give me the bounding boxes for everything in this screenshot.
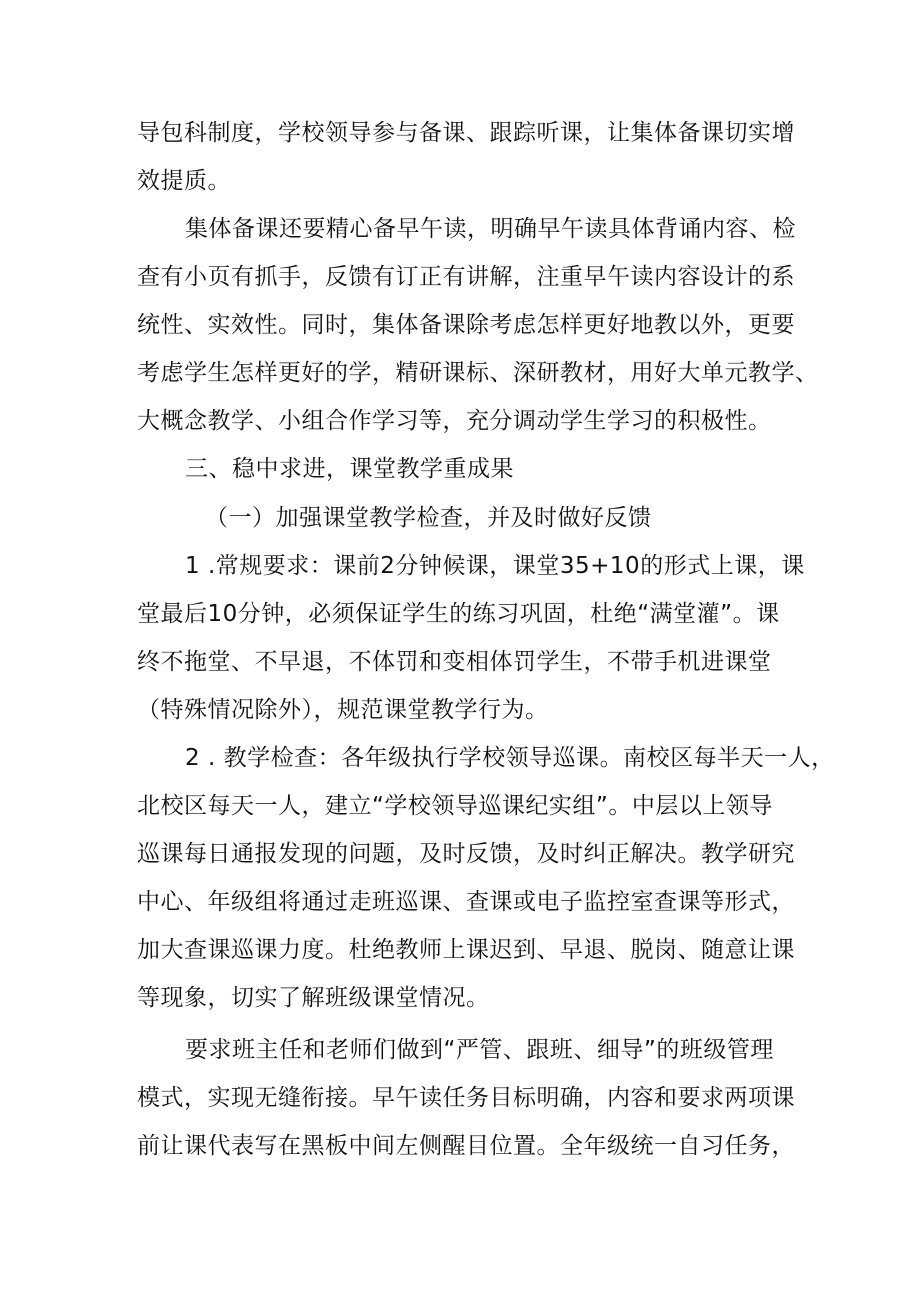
- list-item-line: 等现象，切实了解班级课堂情况。: [137, 985, 490, 1011]
- list-item-line: 1 .常规要求：课前2分钟候课，课堂35+10的形式上课，课: [185, 553, 805, 579]
- section-heading: 三、稳中求进，课堂教学重成果: [185, 456, 514, 482]
- paragraph-line: 效提质。: [137, 168, 231, 194]
- paragraph-line: 查有小页有抓手，反馈有订正有讲解，注重早午读内容设计的系: [137, 264, 795, 290]
- list-item-line: （特殊情况除外），规范课堂教学行为。: [137, 697, 549, 723]
- paragraph-line: 统性、实效性。同时，集体备课除考虑怎样更好地教以外，更要: [137, 312, 795, 338]
- list-item-line: 终不拖堂、不早退，不体罚和变相体罚学生，不带手机进课堂: [137, 649, 772, 675]
- paragraph-line: 要求班主任和老师们做到“严管、跟班、细导”的班级管理: [185, 1037, 774, 1063]
- subsection-heading: （一）加强课堂教学检查，并及时做好反馈: [205, 505, 652, 531]
- list-item-line: 堂最后10分钟，必须保证学生的练习巩固，杜绝“满堂灌”。课: [137, 601, 780, 627]
- list-item-line: 2 . 教学检查：各年级执行学校领导巡课。南校区每半天一人，: [185, 745, 835, 771]
- paragraph-line: 大概念教学、小组合作学习等，充分调动学生学习的积极性。: [137, 408, 772, 434]
- list-item-line: 北校区每天一人，建立“学校领导巡课纪实组”。中层以上领导: [137, 793, 773, 819]
- list-item-line: 中心、年级组将通过走班巡课、查课或电子监控室查课等形式，: [137, 889, 795, 915]
- paragraph-line: 模式，实现无缝衔接。早午读任务目标明确，内容和要求两项课: [137, 1085, 795, 1111]
- paragraph-line: 考虑学生怎样更好的学，精研课标、深研教材，用好大单元教学、: [137, 360, 819, 386]
- list-item-line: 巡课每日通报发现的问题，及时反馈，及时纠正解决。教学研究: [137, 841, 795, 867]
- paragraph-line: 导包科制度，学校领导参与备课、跟踪听课，让集体备课切实增: [137, 120, 795, 146]
- paragraph-line: 前让课代表写在黑板中间左侧醒目位置。全年级统一自习任务，: [137, 1133, 795, 1159]
- paragraph-line: 集体备课还要精心备早午读，明确早午读具体背诵内容、检: [185, 216, 796, 242]
- list-item-line: 加大查课巡课力度。杜绝教师上课迟到、早退、脱岗、随意让课: [137, 937, 795, 963]
